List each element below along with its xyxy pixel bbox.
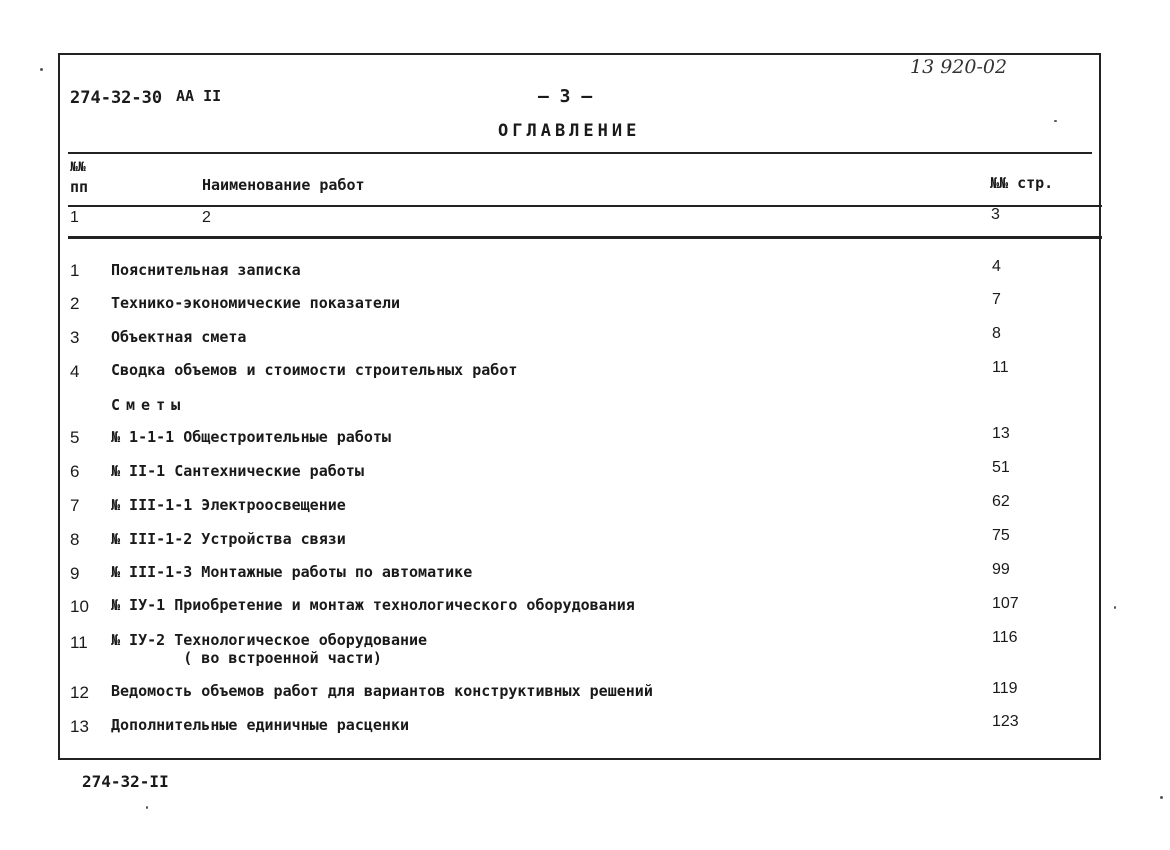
row-page: 13 [992, 425, 1010, 442]
scan-speck [1054, 120, 1057, 122]
row-number: 8 [70, 530, 80, 549]
row-page: 62 [992, 493, 1010, 510]
row-title: № II-1 Сантехнические работы [111, 462, 364, 480]
row-title: Пояснительная записка [111, 261, 301, 279]
row-title: № III-1-3 Монтажные работы по автоматике [111, 563, 473, 581]
footer-document-code: 274-32-II [82, 772, 169, 791]
row-title: № 1-1-1 Общестроительные работы [111, 428, 391, 446]
document-code-suffix: АА II [176, 87, 222, 105]
row-number: 9 [70, 564, 80, 583]
document-code: 274-32-30 [70, 88, 163, 108]
scan-speck [146, 806, 148, 809]
row-title: Ведомость объемов работ для вариантов конструктивных решений [111, 682, 653, 700]
row-number: 12 [70, 683, 89, 702]
column-header-page: №№ стр. [990, 174, 1054, 192]
page-number: — 3 — [538, 86, 593, 107]
header-rule-middle [68, 205, 1102, 207]
row-number: 10 [70, 597, 89, 616]
section-heading-smety: Сметы [111, 396, 187, 414]
row-page: 7 [992, 291, 1001, 308]
row-number: 1 [70, 261, 80, 280]
header-rule-top [68, 152, 1092, 154]
row-number: 7 [70, 496, 80, 515]
row-page: 107 [992, 595, 1019, 612]
row-title: № III-1-1 Электроосвещение [111, 496, 346, 514]
row-number: 4 [70, 362, 80, 381]
row-page: 119 [992, 680, 1018, 697]
column-header-number-line1: №№ [70, 160, 86, 175]
row-page: 4 [992, 258, 1001, 275]
row-page: 8 [992, 325, 1001, 342]
column-number-2: 2 [202, 209, 211, 226]
row-page: 116 [992, 629, 1018, 646]
row-number: 11 [70, 633, 88, 652]
handwritten-code: 13 920-02 [910, 56, 1008, 78]
column-header-name: Наименование работ [202, 176, 365, 194]
row-page: 75 [992, 527, 1010, 544]
page-title: ОГЛАВЛЕНИЕ [498, 121, 641, 141]
row-page: 123 [992, 713, 1019, 730]
column-header-number-line2: пп [70, 178, 89, 196]
row-title: № IУ-1 Приобретение и монтаж технологического оборудования [111, 596, 635, 614]
row-page: 51 [992, 459, 1010, 476]
row-title: Технико-экономические показатели [111, 294, 400, 312]
row-number: 13 [70, 717, 89, 736]
scan-speck [1160, 796, 1163, 799]
column-number-3: 3 [991, 206, 1000, 223]
row-number: 3 [70, 328, 80, 347]
scan-speck [1114, 606, 1116, 609]
row-title: Объектная смета [111, 328, 247, 346]
row-page: 11 [992, 359, 1009, 376]
row-title: Дополнительные единичные расценки [111, 716, 410, 734]
row-number: 5 [70, 428, 80, 447]
row-page: 99 [992, 561, 1010, 578]
row-title: № IУ-2 Технологическое оборудование ( во встроенной части) [111, 631, 428, 667]
scan-speck [40, 68, 43, 71]
header-rule-bottom [68, 236, 1102, 239]
row-number: 6 [70, 462, 80, 481]
column-number-1: 1 [70, 209, 79, 226]
row-number: 2 [70, 294, 80, 313]
row-title: № III-1-2 Устройства связи [111, 530, 346, 548]
row-title: Сводка объемов и стоимости строительных работ [111, 361, 518, 379]
